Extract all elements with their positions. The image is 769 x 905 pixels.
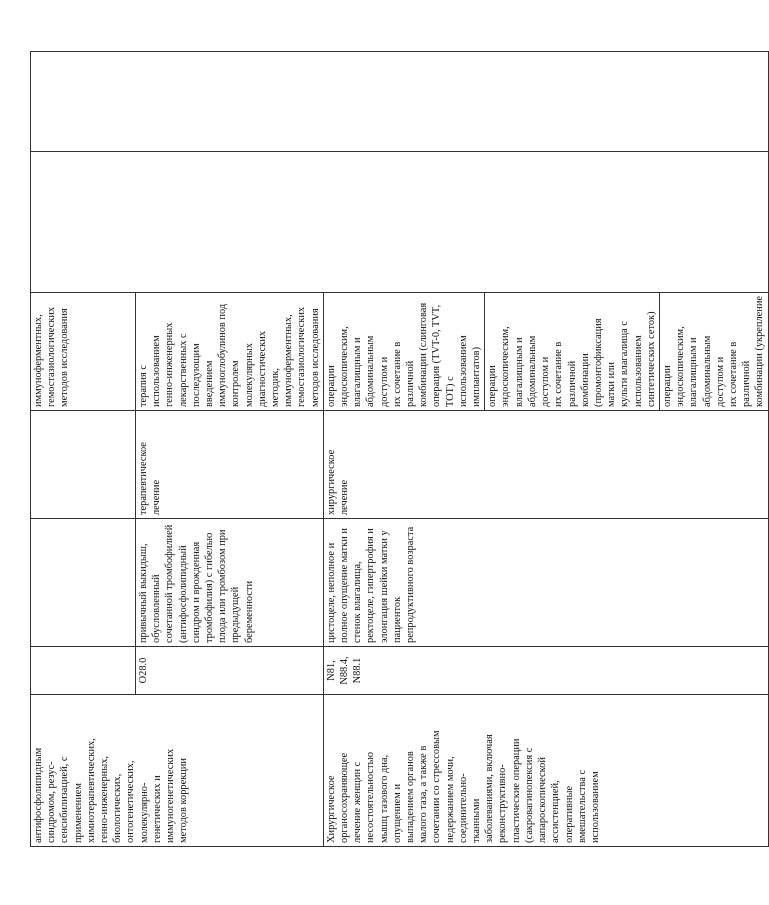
method-cell: терапия с использованием генно-инженерных лекарственных с последующим введением иммуноглобулинов под контролем молекулярных диагностических методик, иммуноферментных, гемостазиологических методов исследования	[136, 293, 324, 411]
procedure-cell: антифосфолипидным синдромом, резус- сенсибилизацией, с применением химиотерапевтических, генно-инженерных, биологических, онтогенетических, молекулярно- генетических и иммуногенетических методов коррекции	[31, 695, 324, 847]
diagnosis-cell: привычный выкидыш, обусловленный сочетанной тромбофилией (антифосфолипидный синдром и врожденная тромбофилия) с гибелью плода или тромбозом при предыдущей беременности	[136, 519, 324, 647]
code-cell-empty	[31, 647, 136, 695]
right-blank-cell	[31, 152, 769, 293]
rotated-page	[30, 52, 766, 847]
diagnosis-cell-empty	[31, 519, 136, 647]
type-cell-empty	[31, 411, 136, 519]
method-cell: операции эндоскопическим, влагалищным и абдоминальным доступом и их сочетание в различной комбинации (слинговая операция (TVT-0, TVT, TOT) с использованием имплантатов)	[323, 293, 484, 411]
method-cell: операции эндоскопическим, влагалищным и абдоминальным доступом и их сочетание в различной комбинации (укрепление	[659, 293, 768, 411]
method-cell: иммуноферментных, гемостазиологических методов исследования	[31, 293, 136, 411]
treatment-table	[30, 51, 769, 847]
code-cell: N81, N88.4, N88.1	[323, 647, 768, 695]
code-cell: O28.0	[136, 647, 324, 695]
diagnosis-cell: цистоцеле, неполное и полное опущение матки и стенок влагалища, ректоцеле, гипертрофия и элонгация шейки матки у пациенток репродуктивного возраста	[323, 519, 768, 647]
far-right-blank-cell	[31, 52, 769, 152]
method-cell: операции эндоскопическим, влагалищным и абдоминальным доступом и их сочетание в различной комбинации (промонтофиксация матки или культи влагалища с использованием синтетических сеток)	[485, 293, 660, 411]
treatment-type-cell: хирургическое лечение	[323, 411, 768, 519]
table-row	[31, 52, 136, 847]
procedure-cell: Хирургическое органосохраняющее лечение женщин с несостоятельностью мышц тазового дна, опущением и выпадением органов малого таза, а также в сочетании со стрессовым недержанием мочи, соединительно- тканными заболеваниями, включая реконструктивно- пластические операции (сакровагинопексия с лапароскопической ассистенцией, оперативные вмешательства с использованием	[323, 695, 768, 847]
treatment-type-cell: терапевтическое лечение	[136, 411, 324, 519]
